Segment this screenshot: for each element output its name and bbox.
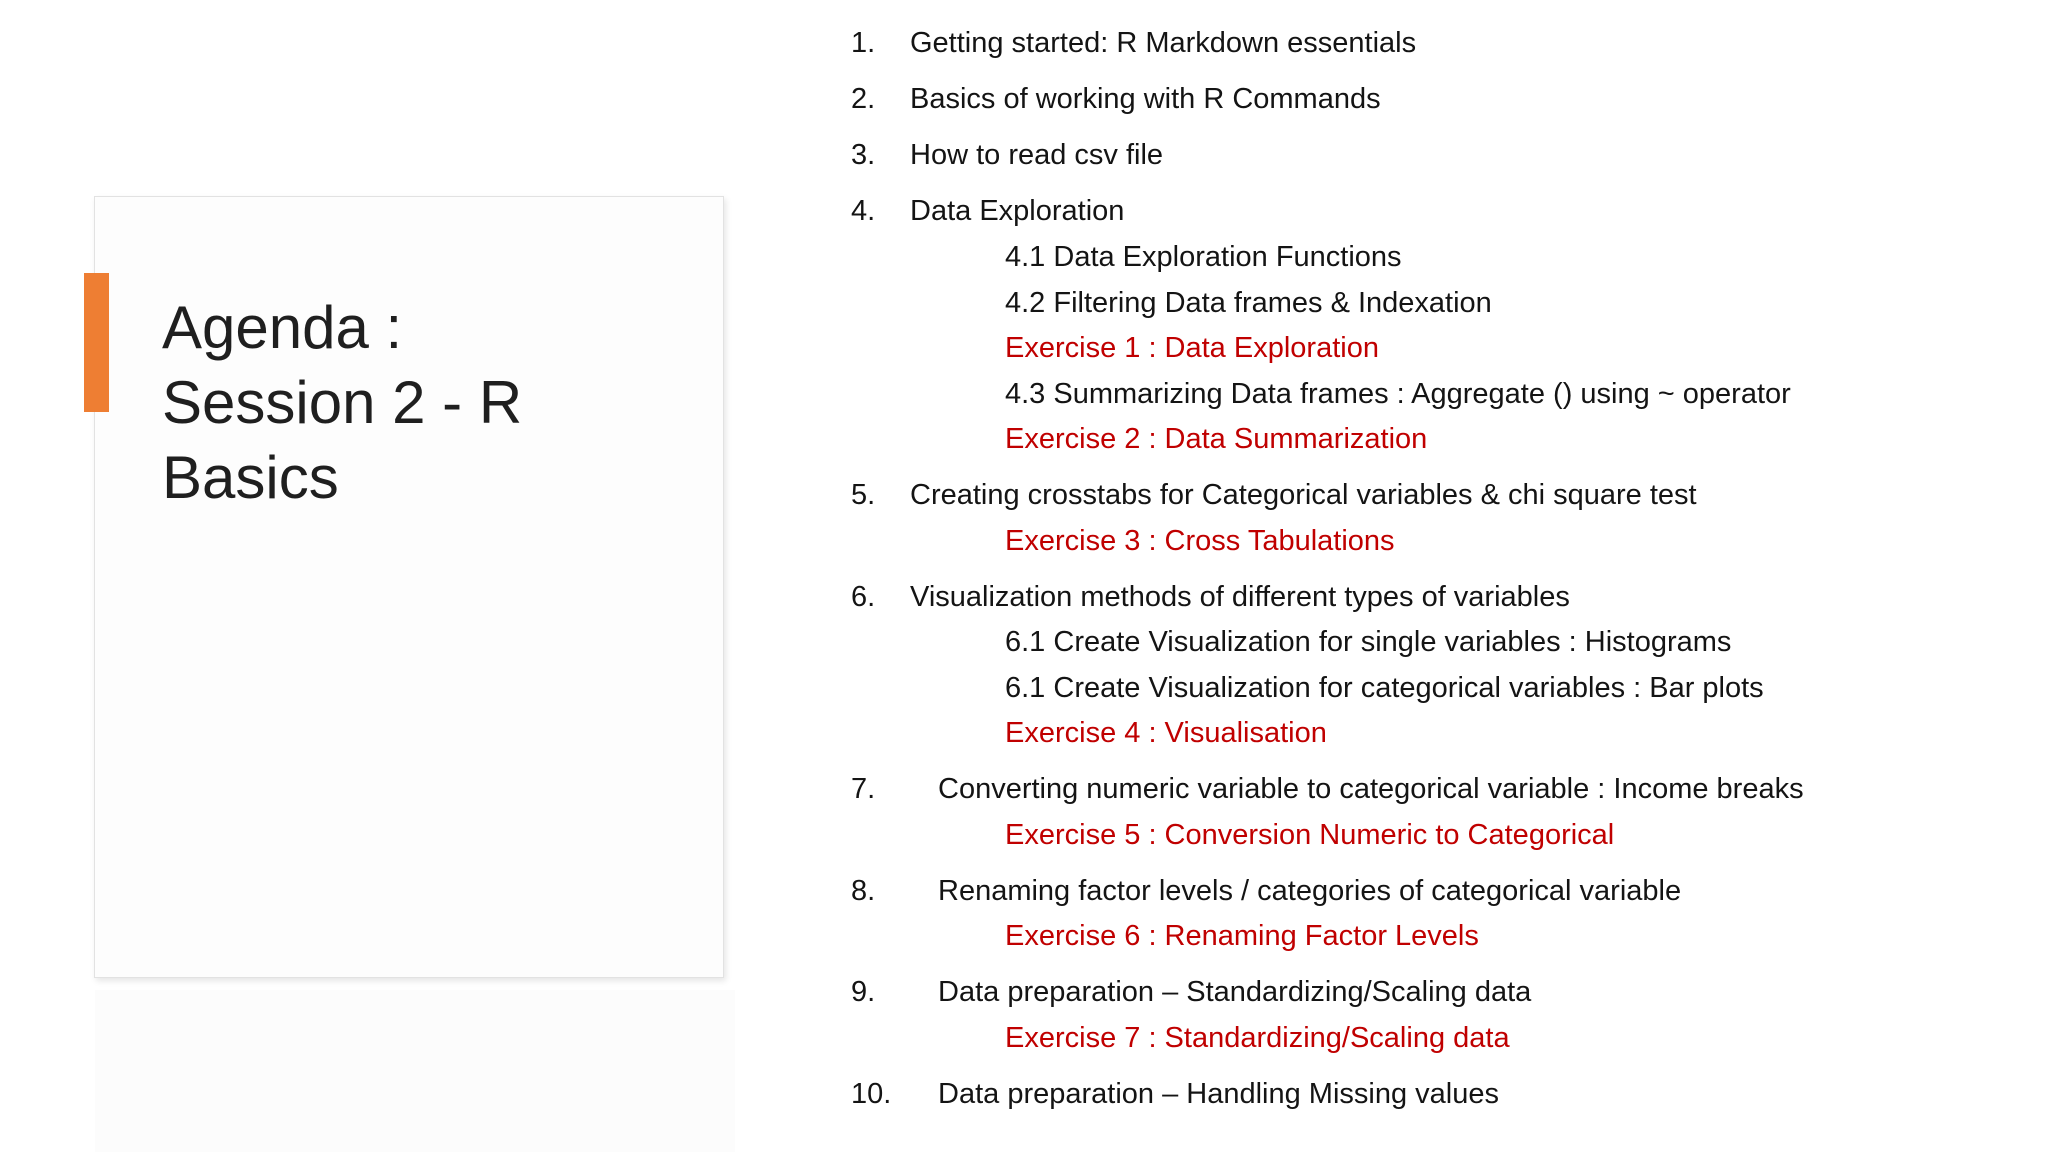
accent-bar — [84, 273, 109, 412]
exercise-label: Exercise 6 : Renaming Factor Levels — [1005, 920, 1479, 952]
item-number: 8. — [851, 875, 876, 907]
title-line: Session 2 - R — [162, 369, 523, 436]
exercise-label: Exercise 5 : Conversion Numeric to Categorical — [1005, 819, 1615, 851]
item-label: Basics of working with R Commands — [910, 83, 1381, 115]
title-line: Agenda : — [162, 294, 403, 361]
item-number: 10. — [851, 1078, 892, 1110]
item-label: How to read csv file — [910, 139, 1164, 171]
exercise-label: Exercise 4 : Visualisation — [1005, 717, 1327, 749]
item-number: 6. — [851, 581, 876, 613]
item-number: 4. — [851, 195, 876, 227]
item-number: 5. — [851, 479, 876, 511]
subitem-label: 6.1 Create Visualization for single variables : Histograms — [1005, 626, 1732, 658]
item-label: Converting numeric variable to categorical variable : Income breaks — [938, 773, 1804, 805]
item-number: 2. — [851, 83, 876, 115]
item-label: Creating crosstabs for Categorical variables & chi square test — [910, 479, 1697, 511]
item-number: 9. — [851, 976, 876, 1008]
subitem-label: 4.2 Filtering Data frames & Indexation — [1005, 287, 1492, 319]
exercise-label: Exercise 7 : Standardizing/Scaling data — [1005, 1022, 1510, 1054]
slide-title — [162, 290, 702, 515]
item-label: Data preparation – Standardizing/Scaling data — [938, 976, 1532, 1008]
item-number: 1. — [851, 27, 876, 59]
subitem-label: 4.3 Summarizing Data frames : Aggregate () using ~ operator — [1005, 378, 1791, 410]
exercise-label: Exercise 1 : Data Exploration — [1005, 332, 1379, 364]
exercise-label: Exercise 2 : Data Summarization — [1005, 423, 1428, 455]
item-label: Data preparation – Handling Missing values — [938, 1078, 1499, 1110]
item-label: Data Exploration — [910, 195, 1125, 227]
item-label: Getting started: R Markdown essentials — [910, 27, 1417, 59]
item-label: Renaming factor levels / categories of categorical variable — [938, 875, 1682, 907]
item-number: 3. — [851, 139, 876, 171]
subitem-label: 6.1 Create Visualization for categorical variables : Bar plots — [1005, 672, 1764, 704]
background-panel — [95, 990, 735, 1152]
title-line: Basics — [162, 444, 339, 511]
item-number: 7. — [851, 773, 876, 805]
item-label: Visualization methods of different types of variables — [910, 581, 1570, 613]
subitem-label: 4.1 Data Exploration Functions — [1005, 241, 1402, 273]
exercise-label: Exercise 3 : Cross Tabulations — [1005, 525, 1395, 557]
